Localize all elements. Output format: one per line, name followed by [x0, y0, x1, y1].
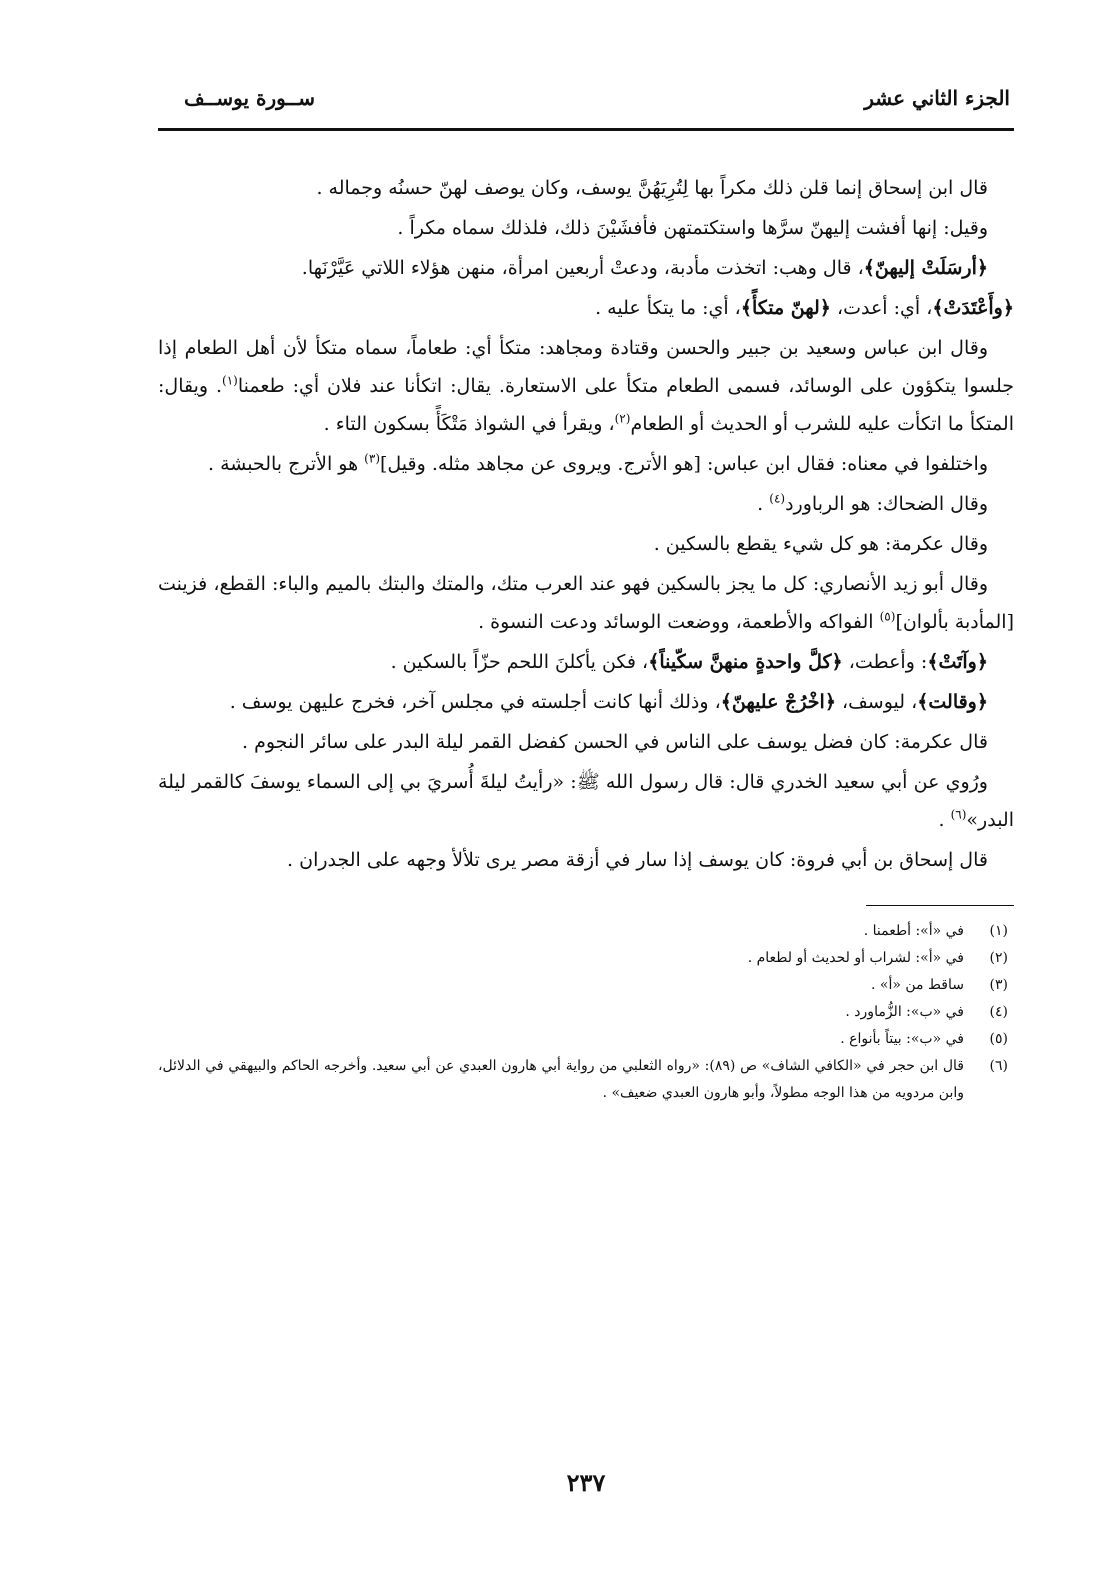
footnote-number: (١) [989, 923, 1008, 939]
page-number: ٢٣٧ [566, 1468, 606, 1497]
paragraph [158, 445, 1014, 483]
paragraph [158, 763, 1014, 839]
paragraph [158, 723, 1014, 761]
text-run: واختلفوا في معناه: فقال ابن عباس: [هو الأترج. ويروى عن مجاهد مثله. وقيل] [380, 453, 988, 475]
text-run: وقال أبو زيد الأنصاري: كل ما يجز بالسكين فهو عند العرب متك، والمتك والبتك بالميم والباء: القطع، فزينت [المأدبة بألوان] [158, 573, 1014, 633]
text-run: ، أي: أعدت، [830, 297, 933, 319]
text-run: ، ليوسف، [835, 691, 918, 713]
text-run: وقيل: إنها أفشت إليهنّ سرَّها واستكتمتهن فأفشَيْنَ ذلك، فلذلك سماه مكراً . [397, 217, 988, 239]
paragraph [158, 249, 1014, 287]
quran-quote: ﴿اخْرُجْ عليهنّ﴾ [720, 691, 836, 713]
footnote-ref: (٦) [950, 807, 967, 822]
quran-quote: ﴿وأَعْتَدَتْ﴾ [932, 297, 1014, 319]
footnote-number: (٣) [989, 977, 1008, 993]
footnote-ref: (١) [222, 373, 238, 388]
paragraph [158, 289, 1014, 327]
text-run: ورُوي عن أبي سعيد الخدري قال: قال رسول الله ﷺ: «رأيتُ ليلةَ أُسريَ بي إلى السماء يوسفَ كالقمر ليلة البدر» [158, 771, 1014, 831]
footnote [158, 972, 1014, 999]
part-title: الجزء الثاني عشر [864, 86, 1010, 110]
footnote-text: في «ب»: بيتاً بأنواع . [840, 1031, 964, 1047]
text-run: وقال ابن عباس وسعيد بن جبير والحسن وقتادة ومجاهد: متكأ أي: طعاماً، سماه متكأ لأن أهل الطعام إذا جلسوا يتكؤون على الوسائد، فسمى الطعام متكأ على الاستعارة. يقال: اتكأنا عند فلان أي: طعمنا [158, 337, 1014, 397]
text-run: وقال عكرمة: هو كل شيء يقطع بالسكين . [653, 533, 988, 555]
footnote-number: (٥) [989, 1031, 1008, 1047]
body-text [158, 169, 1014, 879]
book-page [158, 78, 1014, 1518]
text-run: الفواكه والأطعمة، ووضعت الوسائد ودعت النسوة . [478, 611, 880, 633]
footnote [158, 999, 1014, 1026]
footnote-ref: (٤) [769, 491, 786, 506]
footnote-divider [866, 905, 1014, 906]
paragraph [158, 565, 1014, 641]
text-run: هو الأترج بالحبشة . [207, 453, 365, 475]
quran-quote: ﴿وقالت﴾ [917, 691, 988, 713]
text-run: . [938, 809, 951, 831]
text-run: . ويقال: المتكأ ما اتكأت عليه للشرب أو الحديث أو الطعام [158, 375, 1014, 435]
quran-quote: ﴿أرسَلَتْ إليهنّ﴾ [863, 257, 988, 279]
footnote-number: (٤) [989, 1004, 1008, 1020]
footnote-number: (٦) [989, 1058, 1008, 1074]
text-run: ، فكن يأكلنَ اللحم حزّاً بالسكين . [390, 651, 649, 673]
paragraph [158, 525, 1014, 563]
text-run: ، قال وهب: اتخذت مأدبة، ودعتْ أربعين امرأة، منهن هؤلاء اللاتي عَيَّرْنَها. [301, 257, 864, 279]
text-run: ، أي: ما يتكأ عليه . [595, 297, 741, 319]
footnote-text: في «ب»: الزُّماورد . [845, 1004, 964, 1020]
footnote-ref: (٢) [614, 411, 631, 426]
paragraph [158, 169, 1014, 207]
paragraph [158, 683, 1014, 721]
paragraph [158, 643, 1014, 681]
text-run: . [757, 493, 770, 515]
footnote [158, 1053, 1014, 1107]
quran-quote: ﴿كلَّ واحدةٍ منهنَّ سكّيناً﴾ [648, 651, 843, 673]
footnote [158, 1026, 1014, 1053]
text-run: قال إسحاق بن أبي فروة: كان يوسف إذا سار في أزقة مصر يرى تلألأ وجهه على الجدران . [287, 849, 988, 871]
running-header [158, 78, 1014, 131]
text-run: : وأعطت، [842, 651, 928, 673]
text-run: وقال الضحاك: هو الرباورد [785, 493, 988, 515]
footnote [158, 945, 1014, 972]
footnote-ref: (٣) [364, 451, 380, 466]
footnote-ref: (٥) [879, 609, 896, 624]
text-run: قال عكرمة: كان فضل يوسف على الناس في الحسن كفضل القمر ليلة البدر على سائر النجوم . [242, 731, 988, 753]
footnote-number: (٢) [989, 950, 1008, 966]
text-run: ، وذلك أنها كانت أجلسته في مجلس آخر، فخرج عليهن يوسف . [229, 691, 721, 713]
footnotes [158, 918, 1014, 1107]
paragraph [158, 841, 1014, 879]
footnote-text: قال ابن حجر في «الكافي الشاف» ص (٨٩): «رواه الثعلبي من رواية أبي هارون العبدي عن أبي سعيد. وأخرجه الحاكم والبيهقي في الدلائل، وابن مردويه من هذا الوجه مطولاً، وأبو هارون العبدي ضعيف» . [158, 1058, 964, 1101]
text-run: قال ابن إسحاق إنما قلن ذلك مكراً بها لِتُرِيَهُنَّ يوسف، وكان يوصف لهنّ حسنُه وجماله . [316, 177, 988, 199]
footnote [158, 918, 1014, 945]
footnote-text: في «أ»: أطعمنا . [863, 923, 964, 939]
text-run: ، ويقرأ في الشواذ مَتْكَأً بسكون التاء . [323, 413, 615, 435]
quran-quote: ﴿لهنّ متكأً﴾ [740, 297, 831, 319]
footnote-text: ساقط من «أ» . [871, 977, 964, 993]
paragraph [158, 209, 1014, 247]
paragraph [158, 329, 1014, 443]
paragraph [158, 485, 1014, 523]
surah-title: ســورة يوســف [184, 86, 315, 110]
footnote-text: في «أ»: لشراب أو لحديث أو لطعام . [747, 950, 964, 966]
quran-quote: ﴿وآتَتْ﴾ [927, 651, 988, 673]
